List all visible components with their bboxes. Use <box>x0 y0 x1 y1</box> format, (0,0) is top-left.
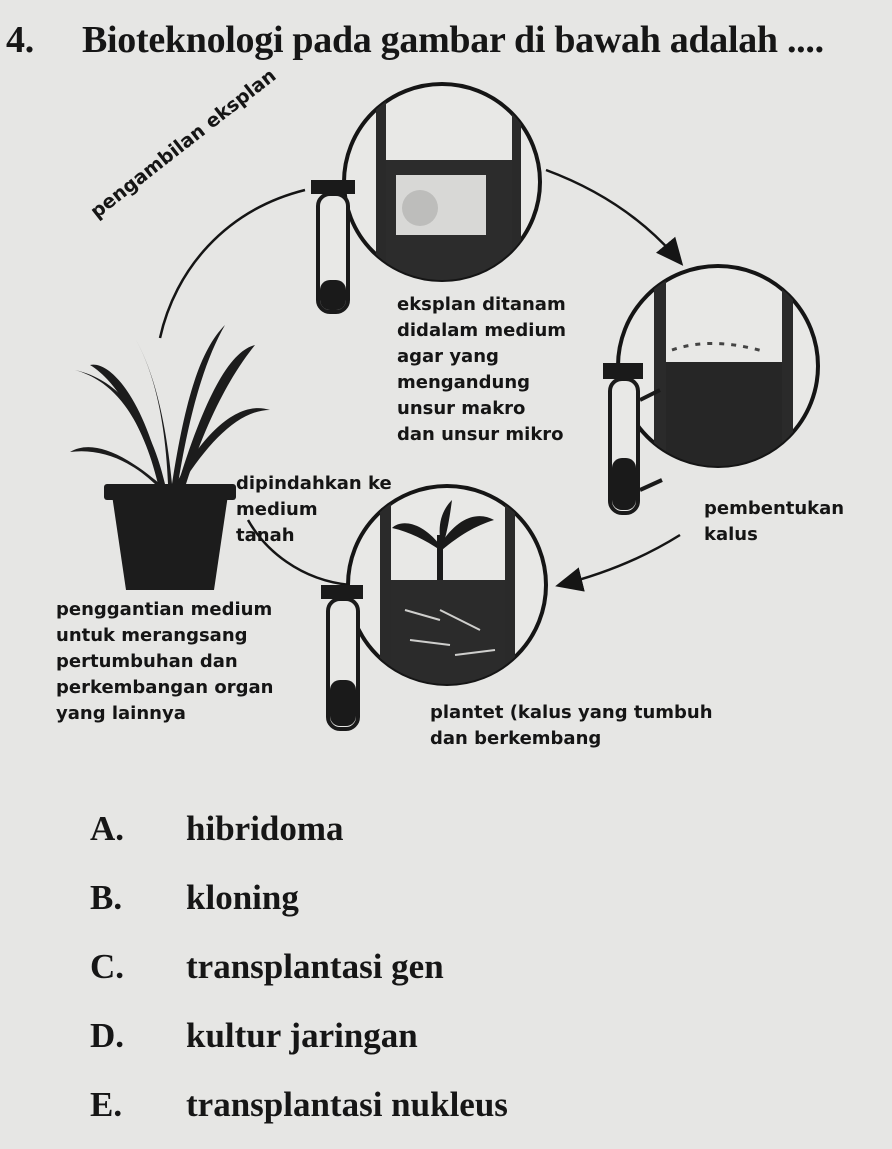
option-text: kloning <box>186 878 299 917</box>
option-text: transplantasi nukleus <box>186 1085 508 1124</box>
option-a[interactable] <box>90 804 508 873</box>
option-text: transplantasi gen <box>186 947 444 986</box>
answer-options <box>90 804 508 1149</box>
option-text: kultur jaringan <box>186 1016 418 1055</box>
explant-circle <box>344 80 540 290</box>
label-moved-to-soil: dipindahkan ke medium tanah <box>236 473 392 546</box>
question-number: 4. <box>6 19 34 61</box>
option-letter: C. <box>90 947 125 986</box>
test-tube-plantlet <box>321 585 363 729</box>
option-letter: E. <box>90 1085 123 1124</box>
option-text: hibridoma <box>186 809 344 848</box>
option-letter: D. <box>90 1016 125 1055</box>
callus-circle <box>618 260 818 480</box>
label-plantlet: plantet (kalus yang tumbuh dan berkembang <box>430 702 713 749</box>
option-b[interactable] <box>90 873 508 942</box>
option-d[interactable] <box>90 1011 508 1080</box>
test-tube-explant <box>311 180 355 312</box>
label-callus-formation: pembentukan kalus <box>704 498 845 545</box>
arrow-plant-to-explant <box>160 190 305 338</box>
tissue-culture-diagram <box>0 64 892 780</box>
arrow-callus-to-plantlet <box>560 535 680 585</box>
arrow-explant-to-callus <box>546 170 680 262</box>
option-e[interactable] <box>90 1080 508 1149</box>
potted-plant <box>70 325 270 590</box>
label-explant-taking: pengambilan eksplan <box>86 64 281 223</box>
label-medium-change: penggantian medium untuk merangsang pertumbuhan dan perkembangan organ yang lainnya <box>56 599 274 724</box>
option-c[interactable] <box>90 942 508 1011</box>
option-letter: B. <box>90 878 123 917</box>
option-letter: A. <box>90 809 125 848</box>
question-text: Bioteknologi pada gambar di bawah adalah .... <box>82 19 824 61</box>
label-explant-planted: eksplan ditanam didalam medium agar yang mengandung unsur makro dan unsur mikro <box>397 294 567 445</box>
question-heading <box>6 18 824 62</box>
